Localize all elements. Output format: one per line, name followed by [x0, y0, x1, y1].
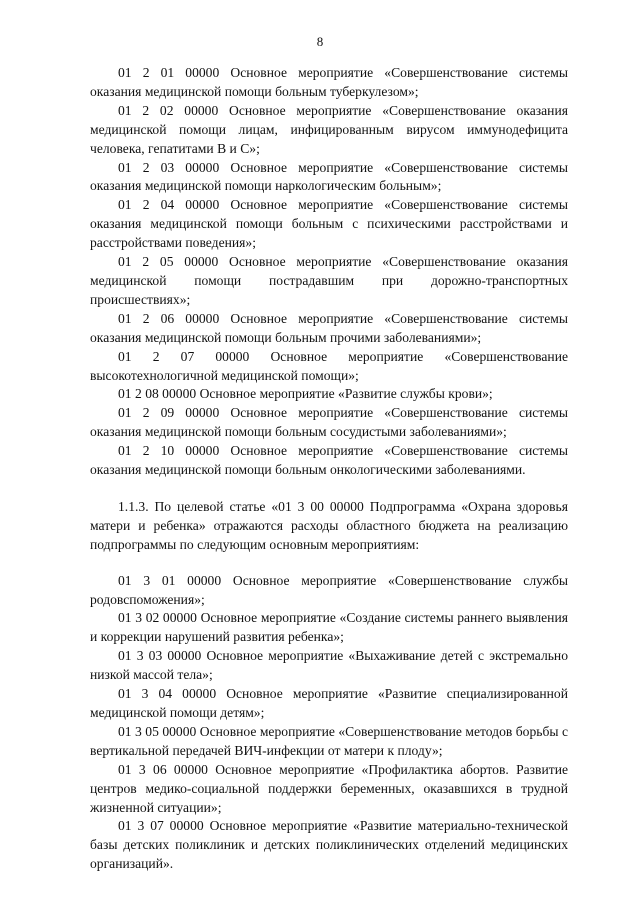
- paragraph-01-3-04: 01 3 04 00000 Основное мероприятие «Развитие специализированной медицинской помощи детям»;: [90, 686, 568, 720]
- paragraph-01-2-08: 01 2 08 00000 Основное мероприятие «Развитие службы крови»;: [118, 386, 493, 402]
- paragraph-01-2-06: 01 2 06 00000 Основное мероприятие «Совершенствование системы оказания медицинской помощи больным прочими заболеваниями»;: [90, 310, 568, 345]
- paragraph-01-2-10: 01 2 10 00000 Основное мероприятие «Совершенствование системы оказания медицинской помощи больным онкологическими заболеваниями.: [90, 443, 568, 478]
- paragraph-01-2-05: 01 2 05 00000 Основное мероприятие «Совершенствование оказания медицинской помощи пострадавшим при дорожно-транспортных происшествиях»;: [90, 254, 568, 307]
- paragraph-01-3-01: 01 3 01 00000 Основное мероприятие «Совершенствование службы родовспоможения»;: [90, 572, 568, 607]
- document-body: [90, 64, 568, 874]
- paragraph-01-2-04: 01 2 04 00000 Основное мероприятие «Совершенствование системы оказания медицинской помощи больным с психическими расстройствами и расстройствами поведения»;: [90, 197, 568, 251]
- paragraph-01-3-06: 01 3 06 00000 Основное мероприятие «Профилактика абортов. Развитие центров медико-социальной поддержки беременных, оказавшихся в трудной жизненной ситуации»;: [90, 761, 568, 815]
- paragraph-01-3-02: 01 3 02 00000 Основное мероприятие «Создание системы раннего выявления и коррекции нарушений развития ребенка»;: [90, 610, 568, 645]
- paragraph-01-2-09: 01 2 09 00000 Основное мероприятие «Совершенствование системы оказания медицинской помощи больным сосудистыми заболеваниями»;: [90, 405, 568, 440]
- paragraph-01-3-05: 01 3 05 00000 Основное мероприятие «Совершенствование методов борьбы с вертикальной передачей ВИЧ-инфекции от матери к плоду»;: [90, 723, 568, 758]
- paragraph-01-3-07: 01 3 07 00000 Основное мероприятие «Развитие материально-технической базы детских поликлиник и детских поликлинических отделений медицинских организаций».: [90, 818, 568, 872]
- section-gap: [90, 480, 568, 498]
- paragraph-01-3-03: 01 3 03 00000 Основное мероприятие «Выхаживание детей с экстремально низкой массой тела»;: [90, 648, 568, 683]
- paragraph-01-2-07: 01 2 07 00000 Основное мероприятие «Совершенствование высокотехнологичной медицинской помощи»;: [90, 348, 568, 383]
- paragraph-01-2-03: 01 2 03 00000 Основное мероприятие «Совершенствование системы оказания медицинской помощи наркологическим больным»;: [90, 159, 568, 194]
- page-number: 8: [316, 34, 324, 49]
- section-gap: [90, 555, 568, 572]
- section-1-1-3-intro: 1.1.3. По целевой статье «01 3 00 00000 Подпрограмма «Охрана здоровья матери и ребенка» отражаются расходы областного бюджета на реализацию подпрограммы по следующим основным мероприятиям:: [90, 498, 568, 552]
- paragraph-01-2-01: 01 2 01 00000 Основное мероприятие «Совершенствование системы оказания медицинской помощи больным туберкулезом»;: [90, 65, 568, 99]
- paragraph-01-2-02: 01 2 02 00000 Основное мероприятие «Совершенствование оказания медицинской помощи лицам, инфицированным вирусом иммунодефицита человека, гепатитами В и С»;: [90, 102, 568, 156]
